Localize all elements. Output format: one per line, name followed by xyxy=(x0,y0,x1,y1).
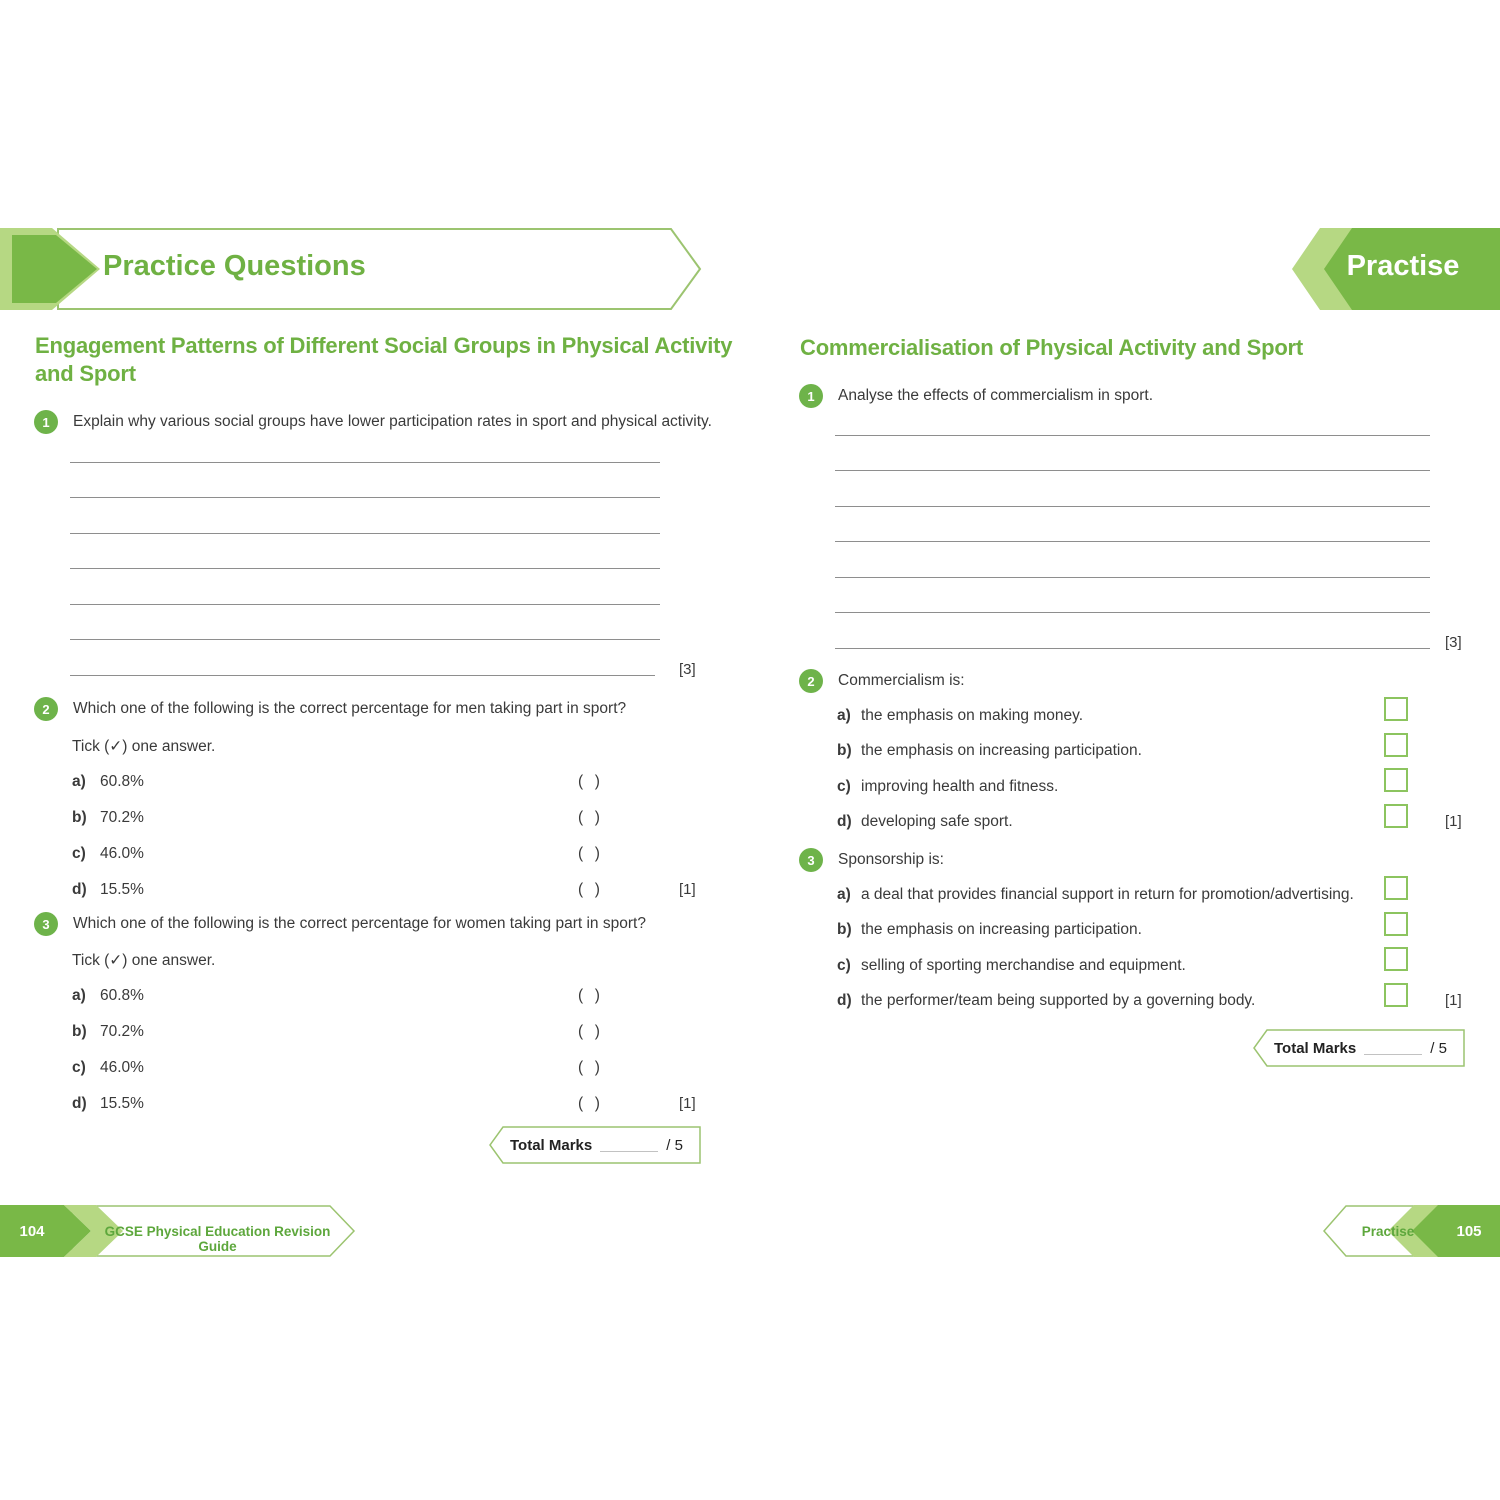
option-row xyxy=(837,886,1377,904)
option-row xyxy=(72,1059,144,1077)
option-text: the performer/team being supported by a governing body. xyxy=(861,992,1256,1009)
left-banner-title: Practice Questions xyxy=(103,250,366,282)
page-number: 105 xyxy=(1456,1223,1482,1240)
option-row xyxy=(72,773,144,791)
answer-line[interactable] xyxy=(70,675,655,676)
option-text: 15.5% xyxy=(100,881,144,898)
option-row xyxy=(72,1095,144,1113)
answer-line[interactable] xyxy=(835,435,1430,436)
marks-available: [1] xyxy=(1445,992,1462,1009)
option-label: c) xyxy=(72,1059,86,1076)
marks-available: [3] xyxy=(679,661,696,678)
book-title: GCSE Physical Education Revision Guide xyxy=(104,1224,331,1254)
option-label: b) xyxy=(72,1023,87,1040)
page-number: 104 xyxy=(19,1223,45,1240)
answer-checkbox[interactable] xyxy=(1384,983,1408,1007)
option-text: 60.8% xyxy=(100,987,144,1004)
option-label: d) xyxy=(837,813,852,830)
right-question-2 xyxy=(799,669,1439,693)
answer-line[interactable] xyxy=(70,604,660,605)
question-text: Analyse the effects of commercialism in sport. xyxy=(838,387,1154,404)
option-text: 46.0% xyxy=(100,845,144,862)
answer-line[interactable] xyxy=(835,506,1430,507)
answer-line[interactable] xyxy=(70,497,660,498)
option-row xyxy=(72,881,144,899)
answer-checkbox[interactable] xyxy=(1384,947,1408,971)
option-label: d) xyxy=(72,881,87,898)
question-text: Commercialism is: xyxy=(838,672,965,689)
answer-checkbox[interactable] xyxy=(1384,733,1408,757)
option-row xyxy=(837,742,1377,760)
left-question-3 xyxy=(34,912,714,936)
answer-line[interactable] xyxy=(70,533,660,534)
answer-line[interactable] xyxy=(835,470,1430,471)
option-row xyxy=(837,813,1377,831)
tick-bracket[interactable]: ( ) xyxy=(578,809,601,826)
option-row xyxy=(72,845,144,863)
answer-line[interactable] xyxy=(835,648,1430,649)
answer-checkbox[interactable] xyxy=(1384,804,1408,828)
footer-section-label: Practise xyxy=(1361,1224,1415,1239)
option-row xyxy=(837,921,1377,939)
option-row xyxy=(837,707,1377,725)
tick-instruction: Tick (✓) one answer. xyxy=(72,952,216,969)
option-label: c) xyxy=(837,957,851,974)
marks-available: [3] xyxy=(1445,634,1462,651)
total-marks-fill-line[interactable] xyxy=(1364,1041,1422,1055)
option-label: a) xyxy=(837,886,851,903)
tick-instruction: Tick (✓) one answer. xyxy=(72,738,216,755)
answer-checkbox[interactable] xyxy=(1384,912,1408,936)
total-marks-box xyxy=(1252,1029,1466,1067)
option-text: 70.2% xyxy=(100,1023,144,1040)
right-question-3 xyxy=(799,848,1439,872)
total-marks-label: Total Marks xyxy=(1274,1039,1357,1057)
total-marks-fill-line[interactable] xyxy=(600,1138,658,1152)
question-text: Which one of the following is the correct percentage for women taking part in sport? xyxy=(73,915,646,932)
right-question-1 xyxy=(799,384,1459,408)
answer-checkbox[interactable] xyxy=(1384,768,1408,792)
option-label: d) xyxy=(72,1095,87,1112)
option-label: c) xyxy=(72,845,86,862)
question-number-badge: 3 xyxy=(799,848,823,872)
tick-bracket[interactable]: ( ) xyxy=(578,773,601,790)
option-label: b) xyxy=(72,809,87,826)
answer-line[interactable] xyxy=(70,462,660,463)
right-banner-title: Practise xyxy=(1346,250,1460,282)
marks-available: [1] xyxy=(1445,813,1462,830)
option-label: b) xyxy=(837,742,852,759)
option-row xyxy=(72,1023,144,1041)
question-number-badge: 1 xyxy=(34,410,58,434)
option-row xyxy=(72,987,144,1005)
answer-line[interactable] xyxy=(835,577,1430,578)
option-label: d) xyxy=(837,992,852,1009)
left-question-2 xyxy=(34,697,714,721)
answer-checkbox[interactable] xyxy=(1384,876,1408,900)
question-text: Explain why various social groups have lower participation rates in sport and physical activity. xyxy=(73,413,712,430)
total-marks-box xyxy=(488,1126,702,1164)
question-text: Which one of the following is the correct percentage for men taking part in sport? xyxy=(73,700,627,717)
total-marks-out-of: / 5 xyxy=(666,1136,683,1154)
option-text: 60.8% xyxy=(100,773,144,790)
option-row xyxy=(837,778,1377,796)
tick-bracket[interactable]: ( ) xyxy=(578,845,601,862)
option-label: a) xyxy=(837,707,851,724)
total-marks-out-of: / 5 xyxy=(1430,1039,1447,1057)
left-section-title: Engagement Patterns of Different Social Groups in Physical Activity and Sport xyxy=(35,333,733,386)
marks-available: [1] xyxy=(679,1095,696,1112)
option-text: improving health and fitness. xyxy=(861,778,1059,795)
question-number-badge: 1 xyxy=(799,384,823,408)
question-number-badge: 2 xyxy=(799,669,823,693)
tick-bracket[interactable]: ( ) xyxy=(578,987,601,1004)
answer-line[interactable] xyxy=(70,639,660,640)
answer-line[interactable] xyxy=(70,568,660,569)
question-text: Sponsorship is: xyxy=(838,851,944,868)
option-text: 46.0% xyxy=(100,1059,144,1076)
answer-line[interactable] xyxy=(835,541,1430,542)
option-text: a deal that provides financial support in return for promotion/advertising. xyxy=(861,886,1354,903)
right-section-title: Commercialisation of Physical Activity and Sport xyxy=(800,335,1304,360)
tick-bracket[interactable]: ( ) xyxy=(578,1059,601,1076)
option-text: developing safe sport. xyxy=(861,813,1013,830)
option-label: b) xyxy=(837,921,852,938)
tick-bracket[interactable]: ( ) xyxy=(578,1095,601,1112)
option-label: a) xyxy=(72,987,86,1004)
option-text: 15.5% xyxy=(100,1095,144,1112)
marks-available: [1] xyxy=(679,881,696,898)
answer-checkbox[interactable] xyxy=(1384,697,1408,721)
option-text: 70.2% xyxy=(100,809,144,826)
question-number-badge: 3 xyxy=(34,912,58,936)
option-label: a) xyxy=(72,773,86,790)
total-marks-label: Total Marks xyxy=(510,1136,593,1154)
option-row xyxy=(837,992,1377,1010)
option-text: the emphasis on increasing participation. xyxy=(861,921,1142,938)
option-row xyxy=(837,957,1377,975)
option-text: selling of sporting merchandise and equipment. xyxy=(861,957,1186,974)
question-number-badge: 2 xyxy=(34,697,58,721)
tick-bracket[interactable]: ( ) xyxy=(578,1023,601,1040)
answer-line[interactable] xyxy=(835,612,1430,613)
option-text: the emphasis on increasing participation. xyxy=(861,742,1142,759)
tick-bracket[interactable]: ( ) xyxy=(578,881,601,898)
option-row xyxy=(72,809,144,827)
option-label: c) xyxy=(837,778,851,795)
option-text: the emphasis on making money. xyxy=(861,707,1083,724)
left-question-1 xyxy=(34,410,714,434)
